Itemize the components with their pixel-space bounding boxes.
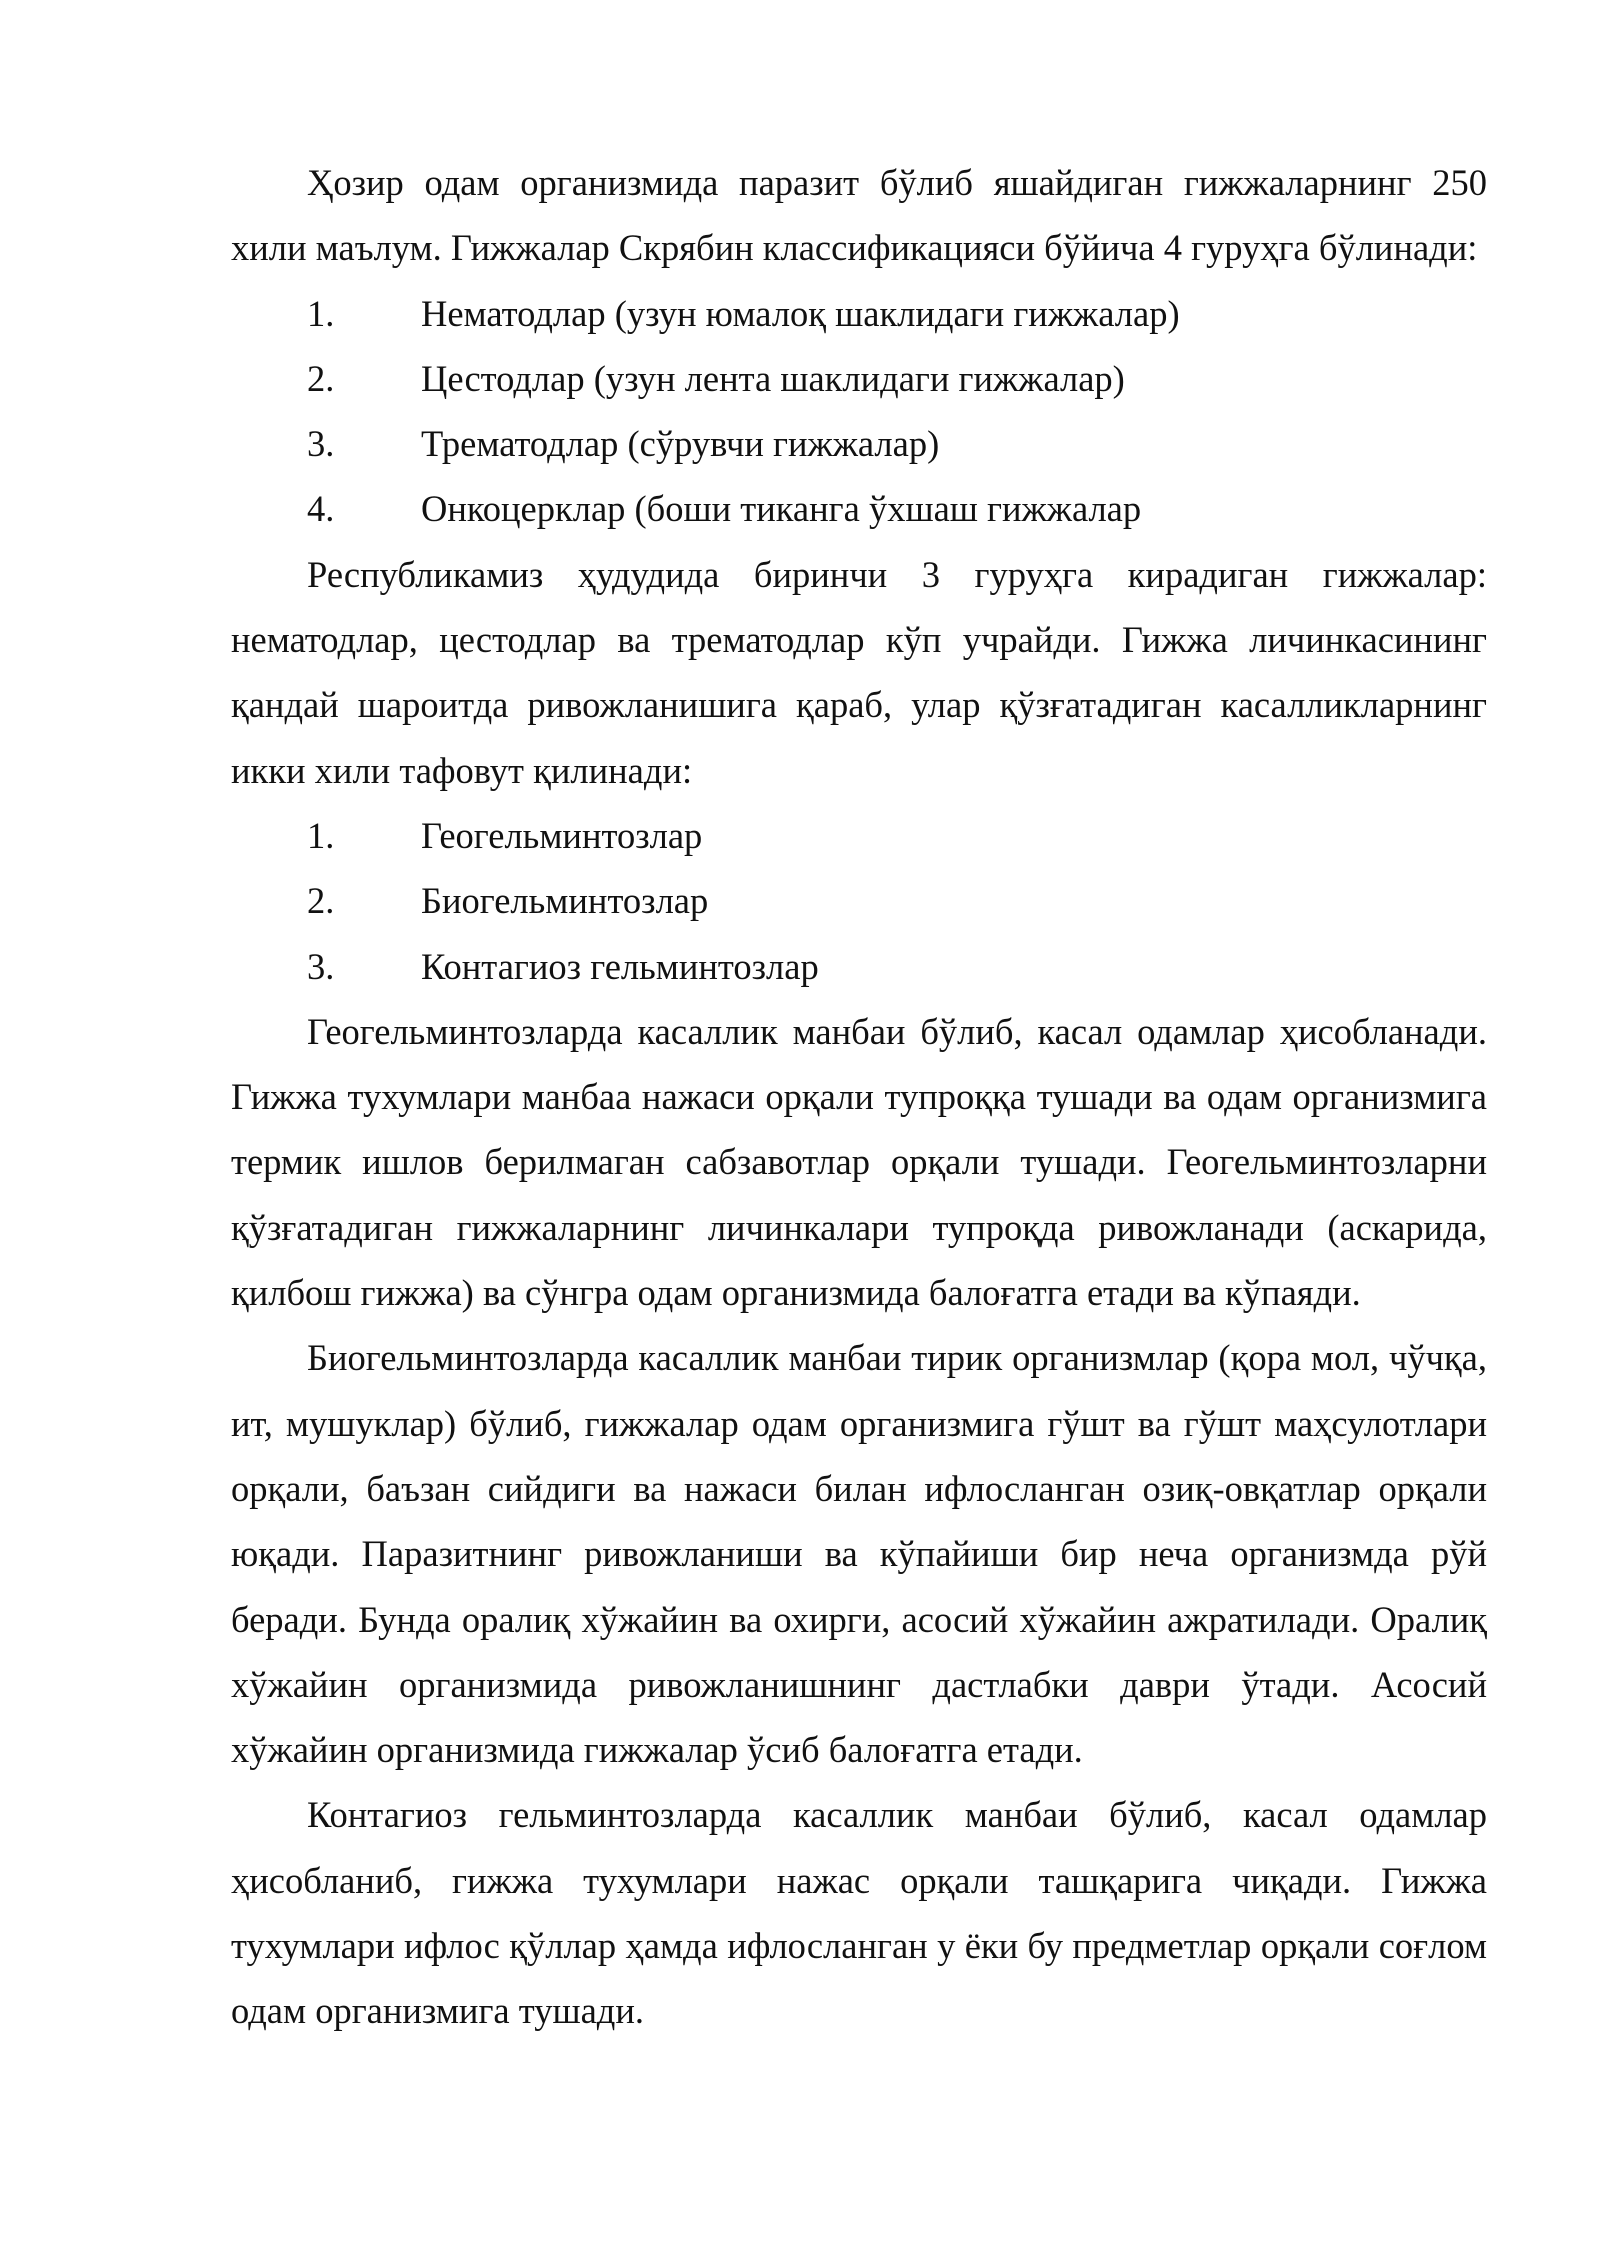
- list-item-text: Биогельминтозлар: [421, 880, 709, 922]
- list-item-text: Цестодлар (узун лента шаклидаги гижжалар): [421, 357, 1125, 399]
- list-item-text: Трематодлар (сўрувчи гижжалар): [421, 423, 940, 465]
- list-item: [231, 346, 1487, 411]
- list-number: 4.: [307, 488, 335, 530]
- helminth-groups-list: [231, 281, 1487, 542]
- list-item: [231, 411, 1487, 476]
- list-number: 2.: [307, 880, 335, 922]
- list-number: 1.: [307, 292, 335, 334]
- document-page: [231, 150, 1487, 2044]
- list-item: [231, 868, 1487, 933]
- list-item-text: Контагиоз гельминтозлар: [421, 945, 819, 987]
- list-item-text: Нематодлар (узун юмалоқ шаклидаги гижжалар): [421, 292, 1180, 334]
- republic-paragraph: Республикамиз ҳудудида биринчи 3 гуруҳга кирадиган гижжалар: нематодлар, цестодлар ва трематодлар кўп учрайди. Гижжа личинкасининг қандай шароитда ривожланишига қараб, улар қўзғатадиган касалликларнинг икки хили тафовут қилинади:: [231, 553, 1487, 791]
- geohelminthiasis-paragraph: Геогельминтозларда касаллик манбаи бўлиб, касал одамлар ҳисобланади. Гижжа тухумлари манбаа нажаси орқали тупроққа тушади ва одам организмига термик ишлов берилмаган сабзавотлар орқали тушади. Геогельминтозларни қўзғатадиган гижжаларнинг личинкалари тупроқда ривожланади (аскарида, қилбош гижжа) ва сўнгра одам организмида балоғатга етади ва кўпаяди.: [231, 1010, 1487, 1314]
- list-item-text: Онкоцерклар (боши тиканга ўхшаш гижжалар: [421, 488, 1142, 530]
- intro-paragraph: Ҳозир одам организмида паразит бўлиб яшайдиган гижжаларнинг 250 хили маълум. Гижжалар Скрябин классификацияси бўйича 4 гуруҳга бўлинади:: [231, 162, 1487, 269]
- list-number: 3.: [307, 423, 335, 465]
- list-item: [231, 281, 1487, 346]
- helminthiasis-types-list: [231, 803, 1487, 999]
- list-item: [231, 934, 1487, 999]
- biohelminthiasis-paragraph: Биогельминтозларда касаллик манбаи тирик организмлар (қора мол, чўчқа, ит, мушуклар) бўлиб, гижжалар одам организмига гўшт ва гўшт маҳсулотлари орқали, баъзан сийдиги ва нажаси билан ифлосланган озиқ-овқатлар орқали юқади. Паразитнинг ривожланиши ва кўпайиши бир неча организмда рўй беради. Бунда оралиқ хўжайин ва охирги, асосий хўжайин ажратилади. Оралиқ хўжайин организмида ривожланишнинг дастлабки даври ўтади. Асосий хўжайин организмида гижжалар ўсиб балоғатга етади.: [231, 1337, 1487, 1771]
- list-number: 1.: [307, 814, 335, 856]
- list-item-text: Геогельминтозлар: [421, 814, 703, 856]
- list-item: [231, 476, 1487, 541]
- list-number: 3.: [307, 945, 335, 987]
- list-number: 2.: [307, 357, 335, 399]
- list-item: [231, 803, 1487, 868]
- contagious-helminthiasis-paragraph: Контагиоз гельминтозларда касаллик манбаи бўлиб, касал одамлар ҳисобланиб, гижжа тухумлари нажас орқали ташқарига чиқади. Гижжа тухумлари ифлос қўллар ҳамда ифлосланган у ёки бу предметлар орқали соғлом одам организмига тушади.: [231, 1794, 1487, 2032]
